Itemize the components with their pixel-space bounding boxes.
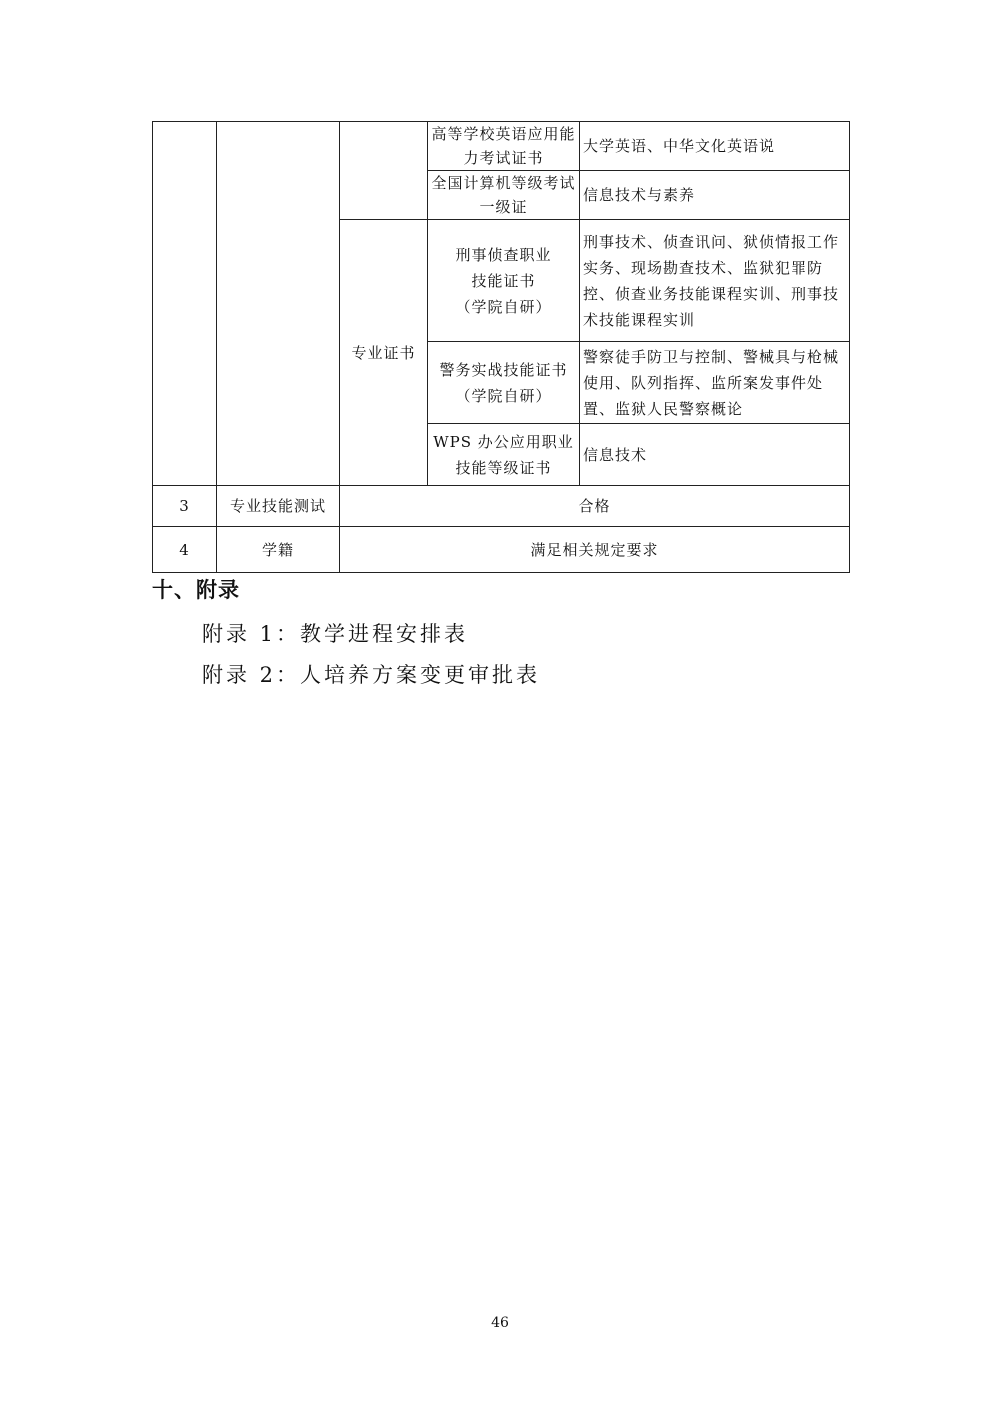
graduation-requirements-table (152, 121, 850, 573)
row-item: 学籍 (217, 527, 340, 573)
cert-english: 高等学校英语应用能力考试证书 (428, 122, 580, 171)
pro-cert-label: 专业证书 (340, 220, 428, 486)
row-requirement: 合格 (340, 486, 850, 527)
cert-police-line1: 警务实战技能证书 (439, 360, 568, 379)
cert-criminal-line1: 刑事侦查职业 (455, 245, 552, 264)
cert-wps-line1: WPS 办公应用职业 (433, 432, 574, 451)
page-number: 46 (491, 1315, 509, 1331)
table-cell-empty (217, 122, 340, 486)
row-number: 4 (153, 527, 217, 573)
cert-criminal-line3: （学院自研） (455, 297, 552, 316)
cert-police (428, 342, 580, 424)
cert-police-line2: （学院自研） (455, 386, 552, 405)
cert-criminal (428, 220, 580, 342)
courses-computer: 信息技术与素养 (580, 171, 850, 220)
section-title: 十、附录 (152, 578, 240, 602)
courses-wps: 信息技术 (580, 424, 850, 486)
courses-police: 警察徒手防卫与控制、警械具与枪械使用、队列指挥、监所案发事件处置、监狱人民警察概论 (580, 342, 850, 424)
row-number: 3 (153, 486, 217, 527)
table-cell-empty (153, 122, 217, 486)
appendix-item: 附录 2：人培养方案变更审批表 (202, 663, 541, 687)
appendix-item: 附录 1：教学进程安排表 (202, 622, 469, 646)
row-requirement: 满足相关规定要求 (340, 527, 850, 573)
courses-english: 大学英语、中华文化英语说 (580, 122, 850, 171)
cert-wps (428, 424, 580, 486)
row-item: 专业技能测试 (217, 486, 340, 527)
cert-criminal-line2: 技能证书 (471, 271, 536, 290)
table-cell-empty (340, 122, 428, 220)
cert-computer: 全国计算机等级考试一级证 (428, 171, 580, 220)
cert-wps-line2: 技能等级证书 (455, 458, 552, 477)
courses-criminal: 刑事技术、侦查讯问、狱侦情报工作实务、现场勘查技术、监狱犯罪防控、侦查业务技能课程实训、刑事技术技能课程实训 (580, 220, 850, 342)
